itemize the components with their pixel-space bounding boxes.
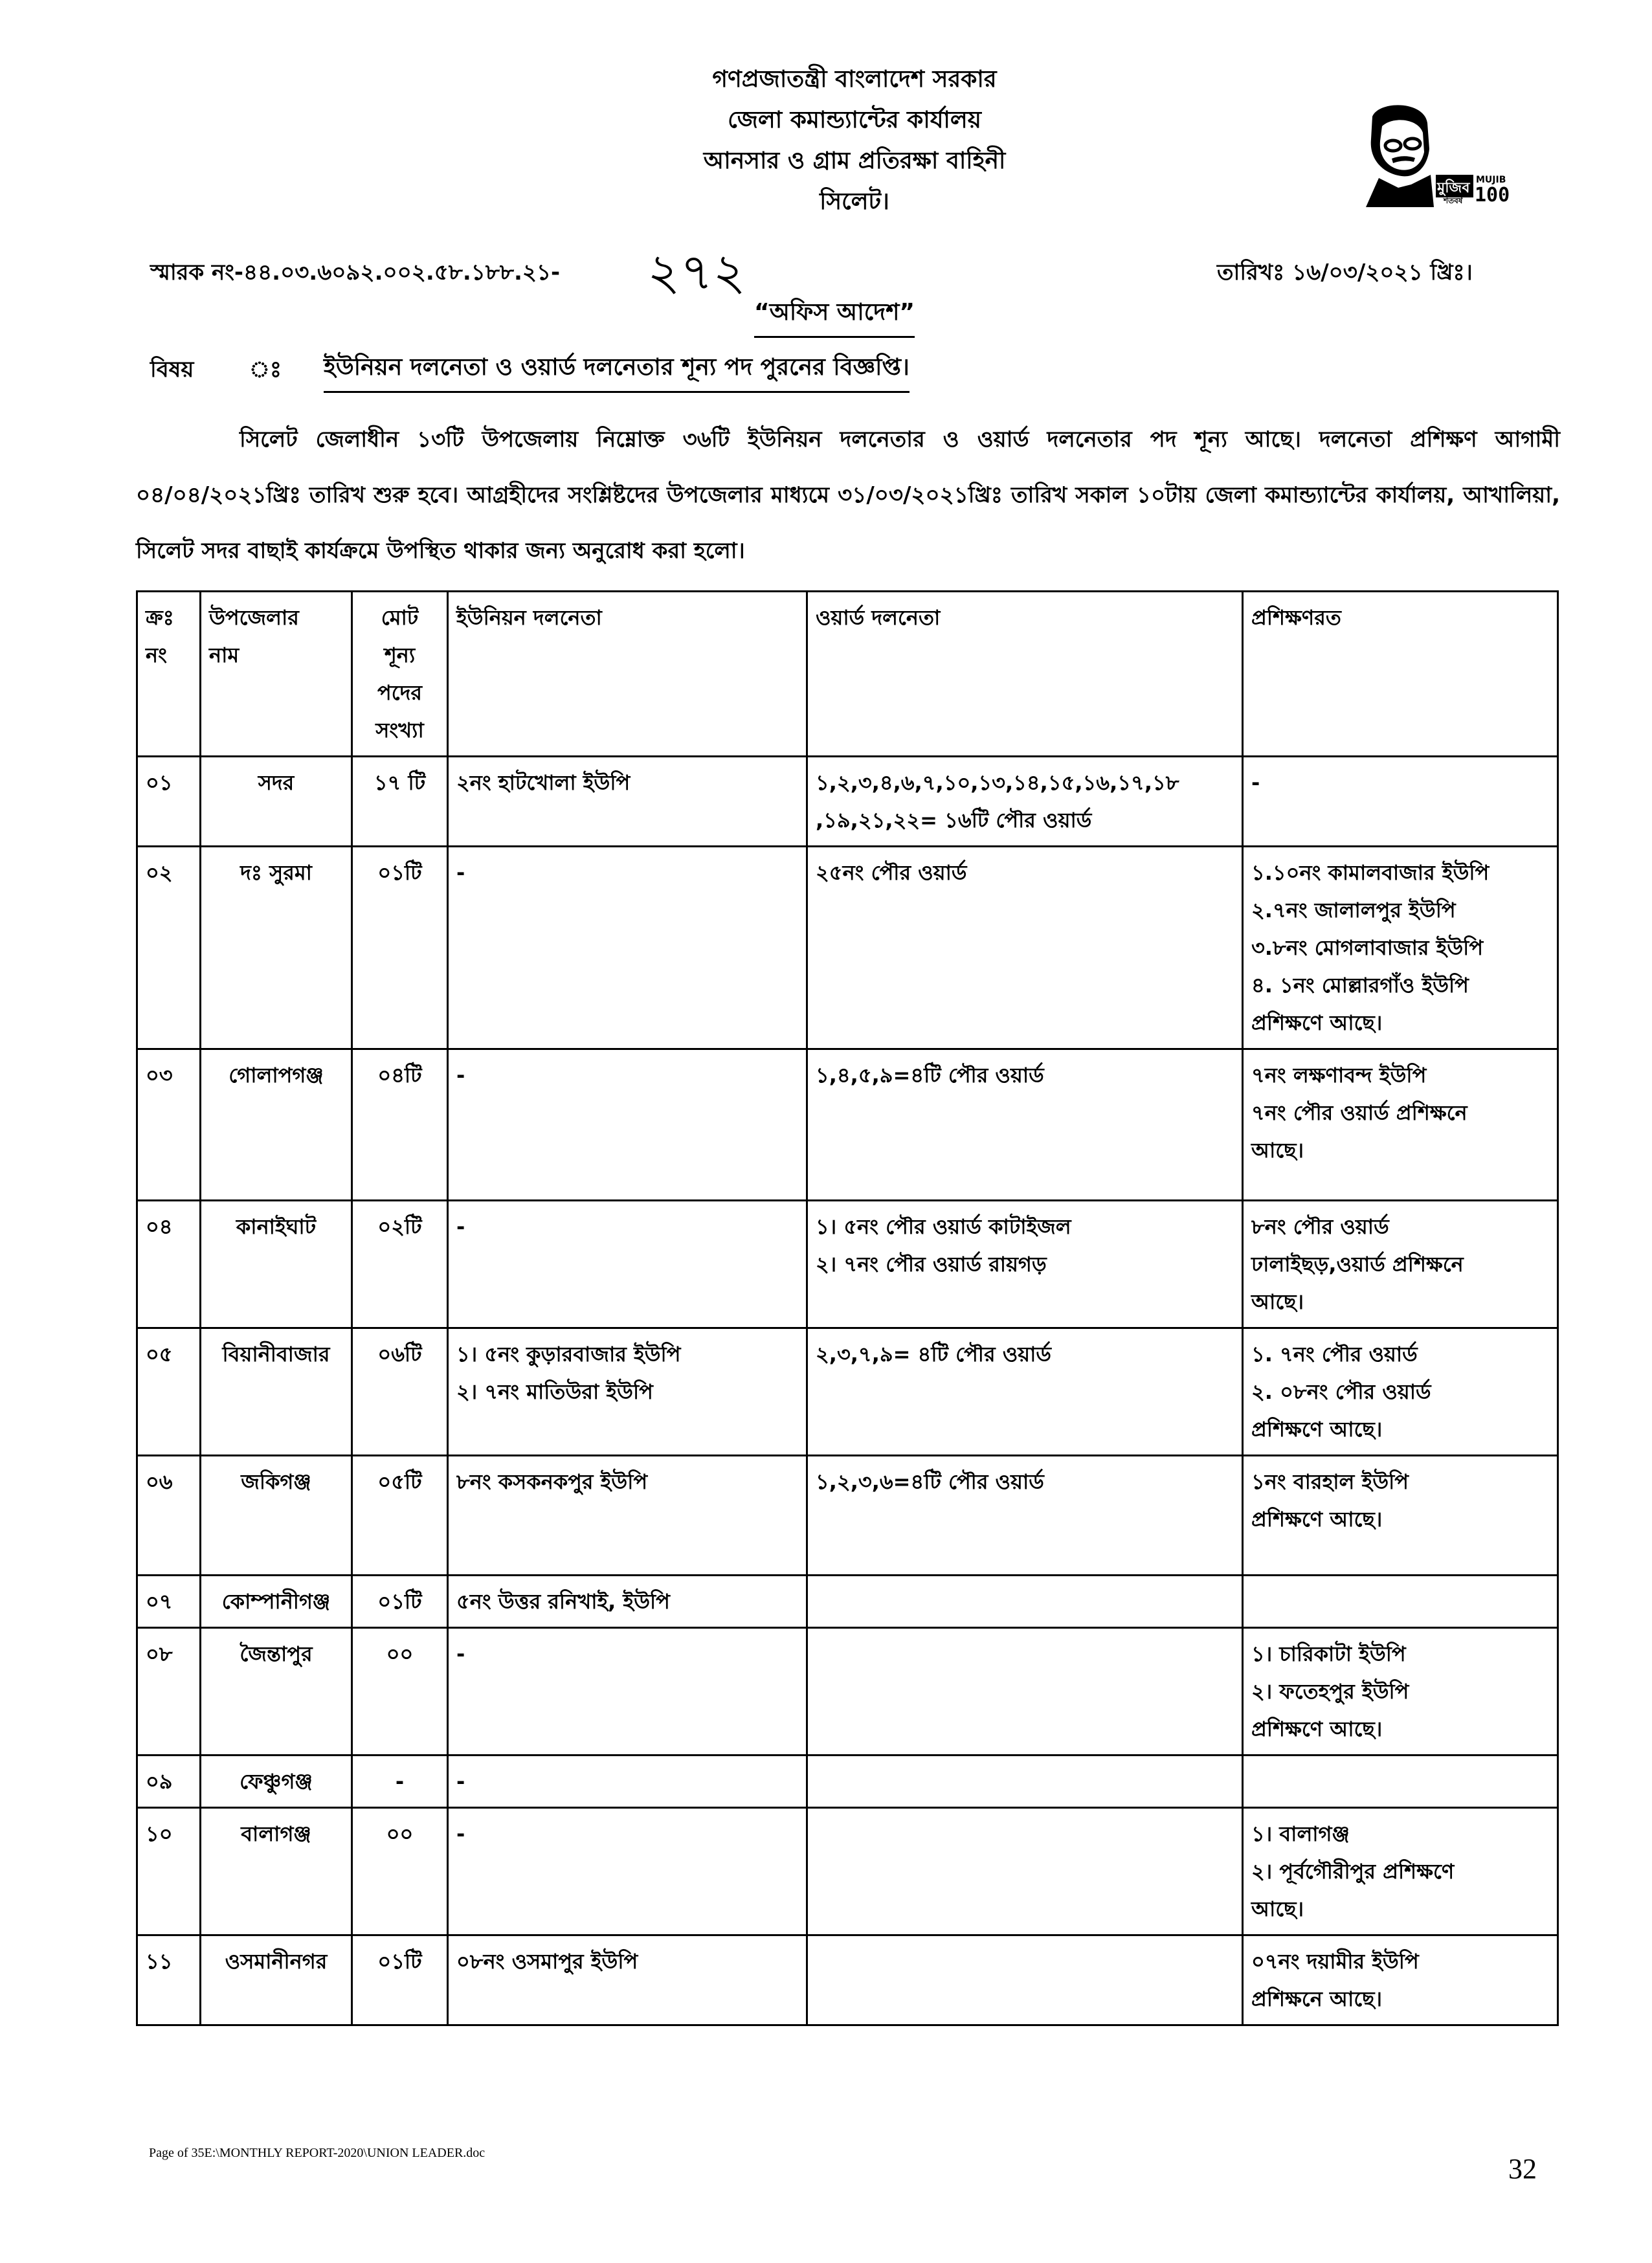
cell-upazila <box>201 757 352 847</box>
cell-total-vacancy-text: ০১টি <box>377 1589 422 1614</box>
cell-serial-text: ১০ <box>146 1822 173 1846</box>
cell-serial-text: ০৫ <box>146 1342 173 1366</box>
cell-upazila-text: বিয়ানীবাজার <box>222 1342 330 1366</box>
cell-total-vacancy-text: ০০ <box>386 1642 414 1666</box>
cell-total-vacancy <box>352 1808 448 1935</box>
cell-union-leader <box>448 1049 807 1201</box>
cell-serial-text: ০৮ <box>146 1642 173 1666</box>
cell-ward-leader <box>807 1628 1243 1756</box>
cell-upazila-text: জকিগঞ্জ <box>241 1469 311 1494</box>
logo-text-mujib-bn: মুজিব <box>1437 180 1470 196</box>
header-ward-leader: ওয়ার্ড দলনেতা <box>807 592 1243 757</box>
cell-in-training-line: আছে। <box>1251 1289 1304 1314</box>
cell-ward-leader <box>807 1328 1243 1456</box>
cell-ward-leader <box>807 1808 1243 1935</box>
order-title: “অফিস আদেশ” <box>754 295 915 338</box>
memo-number: স্মারক নং-৪৪.০৩.৬০৯২.০০২.৫৮.১৮৮.২১- <box>150 260 561 285</box>
cell-upazila-text: ফেঞ্চুগঞ্জ <box>240 1769 313 1794</box>
cell-in-training-line: প্রশিক্ষণে আছে। <box>1251 1417 1383 1442</box>
cell-ward-leader <box>807 1201 1243 1328</box>
cell-total-vacancy-text: - <box>395 1769 405 1794</box>
cell-union-leader-line: - <box>456 1642 465 1666</box>
cell-serial-text: ০৬ <box>146 1469 173 1494</box>
cell-union-leader <box>448 1576 807 1628</box>
cell-union-leader <box>448 1808 807 1935</box>
cell-serial <box>137 1049 201 1201</box>
cell-serial-text: ০৭ <box>146 1589 173 1614</box>
cell-serial-text: ০১ <box>146 770 173 795</box>
cell-in-training <box>1243 1628 1558 1756</box>
cell-upazila-text: গোলাপগঞ্জ <box>229 1063 324 1087</box>
memo-handwritten-number: ২৭২ <box>647 243 746 302</box>
cell-total-vacancy-text: ০১টি <box>377 1949 422 1974</box>
cell-in-training <box>1243 847 1558 1049</box>
cell-upazila-text: কানাইঘাট <box>236 1214 317 1239</box>
cell-union-leader-line: ১। ৫নং কুড়ারবাজার ইউপি <box>456 1342 681 1366</box>
cell-in-training <box>1243 1456 1558 1576</box>
cell-union-leader <box>448 1756 807 1808</box>
cell-ward-leader-line: ২,৩,৭,৯= ৪টি পৌর ওয়ার্ড <box>816 1342 1051 1366</box>
cell-in-training-line: ১. ৭নং পৌর ওয়ার্ড <box>1251 1342 1418 1366</box>
district-name: সিলেট। <box>820 188 889 215</box>
cell-total-vacancy <box>352 1328 448 1456</box>
cell-upazila-text: সদর <box>258 770 295 795</box>
table-row <box>137 1201 1558 1328</box>
cell-union-leader-line: - <box>456 860 465 885</box>
cell-in-training-line: ২। ফতেহপুর ইউপি <box>1251 1679 1409 1704</box>
cell-in-training-line: প্রশিক্ষণে আছে। <box>1251 1507 1383 1532</box>
cell-in-training <box>1243 757 1558 847</box>
cell-total-vacancy <box>352 1456 448 1576</box>
cell-union-leader <box>448 1935 807 2025</box>
cell-total-vacancy <box>352 1576 448 1628</box>
cell-upazila <box>201 1456 352 1576</box>
cell-union-leader <box>448 1456 807 1576</box>
cell-in-training <box>1243 1756 1558 1808</box>
cell-serial <box>137 1328 201 1456</box>
cell-union-leader-line: ২নং হাটখোলা ইউপি <box>456 770 631 795</box>
cell-union-leader-line: - <box>456 1822 465 1846</box>
header-serial: ক্রঃ নং <box>137 592 201 757</box>
cell-upazila-text: ওসমানীনগর <box>225 1949 328 1974</box>
cell-ward-leader <box>807 757 1243 847</box>
cell-in-training-line: ঢালাইছড়,ওয়ার্ড প্রশিক্ষনে <box>1251 1252 1464 1276</box>
cell-ward-leader <box>807 847 1243 1049</box>
cell-ward-leader-line: ১,২,৩,৬=৪টি পৌর ওয়ার্ড <box>816 1469 1044 1494</box>
cell-in-training-line: ৭নং লক্ষণাবন্দ ইউপি <box>1251 1063 1427 1087</box>
cell-in-training <box>1243 1049 1558 1201</box>
cell-total-vacancy <box>352 1201 448 1328</box>
cell-in-training-line: আছে। <box>1251 1897 1304 1921</box>
cell-upazila <box>201 847 352 1049</box>
cell-total-vacancy <box>352 1935 448 2025</box>
cell-ward-leader <box>807 1456 1243 1576</box>
office-name: জেলা কমান্ড্যান্টের কার্যালয় <box>728 107 981 133</box>
cell-in-training <box>1243 1201 1558 1328</box>
logo-text-shatabarsha: শতবর্ষ <box>1444 196 1463 205</box>
cell-ward-leader-line: ১,৪,৫,৯=৪টি পৌর ওয়ার্ড <box>816 1063 1044 1087</box>
cell-union-leader <box>448 1328 807 1456</box>
cell-upazila-text: কোম্পানীগঞ্জ <box>221 1589 331 1614</box>
cell-serial <box>137 847 201 1049</box>
table-row <box>137 1576 1558 1628</box>
table-row <box>137 1456 1558 1576</box>
cell-union-leader-line: ৮নং কসকনকপুর ইউপি <box>456 1469 648 1494</box>
cell-upazila <box>201 1628 352 1756</box>
header-upazila: উপজেলার নাম <box>201 592 352 757</box>
cell-serial-text: ০৯ <box>146 1769 173 1794</box>
body-paragraph: সিলেট জেলাধীন ১৩টি উপজেলায় নিম্নোক্ত ৩৬টি ইউনিয়ন দলনেতার ও ওয়ার্ড দলনেতার পদ শূন্য আছে। দলনেতা প্রশিক্ষণ আগামী ০৪/০৪/২০২১খ্রিঃ তারিখ শুরু হবে। আগ্রহীদের সংশ্লিষ্টদের উপজেলার মাধ্যমে ৩১/০৩/২০২১খ্রিঃ তারিখ সকাল ১০টায় জেলা কমান্ড্যান্টের কার্যালয়, আখালিয়া, সিলেট সদর বাছাই কার্যক্রমে উপস্থিত থাকার জন্য অনুরোধ করা হলো। <box>136 427 1560 564</box>
cell-in-training-line: ৭নং পৌর ওয়ার্ড প্রশিক্ষনে <box>1251 1100 1468 1125</box>
cell-in-training-line: ২. ০৮নং পৌর ওয়ার্ড <box>1251 1379 1431 1404</box>
header-total-vacancy: মোট শূন্য পদের সংখ্যা <box>352 592 448 757</box>
table-row <box>137 757 1558 847</box>
cell-upazila-text: দঃ সুরমা <box>240 860 312 885</box>
cell-total-vacancy <box>352 847 448 1049</box>
cell-union-leader <box>448 847 807 1049</box>
cell-in-training-line: প্রশিক্ষণে আছে। <box>1251 1010 1383 1035</box>
cell-in-training-line: ০৭নং দয়ামীর ইউপি <box>1251 1949 1419 1974</box>
subject-label: বিষয় <box>150 357 194 383</box>
cell-total-vacancy <box>352 1049 448 1201</box>
header-union-leader: ইউনিয়ন দলনেতা <box>448 592 807 757</box>
cell-in-training-line: ২.৭নং জালালপুর ইউপি <box>1251 898 1456 922</box>
table-row <box>137 1628 1558 1756</box>
cell-upazila <box>201 1576 352 1628</box>
cell-serial <box>137 757 201 847</box>
subject-text: ইউনিয়ন দলনেতা ও ওয়ার্ড দলনেতার শূন্য পদ পুরনের বিজ্ঞপ্তি। <box>324 350 910 393</box>
cell-in-training-line: ১। চারিকাটা ইউপি <box>1251 1642 1406 1666</box>
memo-date: তারিখঃ ১৬/০৩/২০২১ খ্রিঃ। <box>1217 260 1473 285</box>
table-row <box>137 1808 1558 1935</box>
cell-in-training-line: প্রশিক্ষনে আছে। <box>1251 1987 1383 2011</box>
cell-serial <box>137 1628 201 1756</box>
cell-upazila <box>201 1756 352 1808</box>
logo-text-mujib-en: MUJIB <box>1476 175 1506 185</box>
cell-serial-text: ০২ <box>146 860 173 885</box>
table-row <box>137 1049 1558 1201</box>
department-name: আনসার ও গ্রাম প্রতিরক্ষা বাহিনী <box>703 148 1006 174</box>
cell-union-leader-line: - <box>456 1769 465 1794</box>
cell-union-leader <box>448 1628 807 1756</box>
cell-upazila <box>201 1049 352 1201</box>
footer-file-path: Page of 35E:\MONTHLY REPORT-2020\UNION LEADER.doc <box>149 2146 486 2160</box>
cell-in-training <box>1243 1935 1558 2025</box>
cell-union-leader-line: ৫নং উত্তর রনিখাই, ইউপি <box>456 1589 670 1614</box>
cell-serial <box>137 1456 201 1576</box>
cell-union-leader <box>448 757 807 847</box>
table-row <box>137 847 1558 1049</box>
cell-serial-text: ১১ <box>146 1949 173 1974</box>
cell-in-training-line: ২। পূর্বগৌরীপুর প্রশিক্ষণে <box>1251 1859 1455 1884</box>
cell-upazila <box>201 1808 352 1935</box>
header-in-training: প্রশিক্ষণরত <box>1243 592 1558 757</box>
cell-union-leader-line: ০৮নং ওসমাপুর ইউপি <box>456 1949 638 1974</box>
cell-in-training-line: - <box>1251 770 1260 795</box>
cell-serial <box>137 1808 201 1935</box>
cell-union-leader-line: ২। ৭নং মাতিউরা ইউপি <box>456 1379 653 1404</box>
cell-upazila <box>201 1201 352 1328</box>
cell-ward-leader <box>807 1049 1243 1201</box>
mujib-100-logo <box>1353 104 1528 207</box>
cell-upazila <box>201 1935 352 2025</box>
cell-ward-leader <box>807 1576 1243 1628</box>
table-header-row <box>137 592 1558 757</box>
cell-ward-leader-line: ,১৯,২১,২২= ১৬টি পৌর ওয়ার্ড <box>816 808 1092 832</box>
cell-in-training-line: ১.১০নং কামালবাজার ইউপি <box>1251 860 1490 885</box>
cell-in-training-line: ৪. ১নং মোল্লারগাঁও ইউপি <box>1251 973 1469 998</box>
cell-union-leader-line: - <box>456 1214 465 1239</box>
cell-ward-leader <box>807 1935 1243 2025</box>
cell-union-leader <box>448 1201 807 1328</box>
cell-in-training-line: প্রশিক্ষণে আছে। <box>1251 1717 1383 1741</box>
logo-text-100: 100 <box>1475 184 1510 206</box>
subject-colon: ঃ <box>249 357 282 383</box>
cell-total-vacancy <box>352 1756 448 1808</box>
cell-ward-leader-line: ১। ৫নং পৌর ওয়ার্ড কাটাইজল <box>816 1214 1071 1239</box>
cell-total-vacancy-text: ০২টি <box>377 1214 422 1239</box>
page-number: 32 <box>1508 2153 1537 2185</box>
cell-total-vacancy-text: ০৬টি <box>377 1342 422 1366</box>
table-row <box>137 1756 1558 1808</box>
cell-upazila-text: জৈন্তাপুর <box>240 1642 313 1666</box>
table-row <box>137 1935 1558 2025</box>
cell-in-training-line: ৮নং পৌর ওয়ার্ড <box>1251 1214 1389 1239</box>
cell-total-vacancy-text: ১৭ টি <box>374 770 426 795</box>
cell-serial <box>137 1935 201 2025</box>
cell-serial <box>137 1576 201 1628</box>
cell-union-leader-line: - <box>456 1063 465 1087</box>
cell-ward-leader-line: ২৫নং পৌর ওয়ার্ড <box>816 860 967 885</box>
cell-ward-leader-line: ১,২,৩,৪,৬,৭,১০,১৩,১৪,১৫,১৬,১৭,১৮ <box>816 770 1179 795</box>
table-row <box>137 1328 1558 1456</box>
cell-in-training-line: ৩.৮নং মোগলাবাজার ইউপি <box>1251 935 1484 960</box>
govt-name: গণপ্রজাতন্ত্রী বাংলাদেশ সরকার <box>712 66 997 93</box>
cell-ward-leader <box>807 1756 1243 1808</box>
cell-in-training <box>1243 1808 1558 1935</box>
cell-total-vacancy-text: ০১টি <box>377 860 422 885</box>
cell-in-training <box>1243 1576 1558 1628</box>
cell-ward-leader-line: ২। ৭নং পৌর ওয়ার্ড রায়গড় <box>816 1252 1047 1276</box>
cell-total-vacancy <box>352 1628 448 1756</box>
cell-serial-text: ০৪ <box>146 1214 173 1239</box>
cell-in-training-line: ১নং বারহাল ইউপি <box>1251 1469 1409 1494</box>
cell-serial-text: ০৩ <box>146 1063 173 1087</box>
vacancy-table <box>136 590 1559 2026</box>
cell-serial <box>137 1756 201 1808</box>
cell-total-vacancy-text: ০০ <box>386 1822 414 1846</box>
cell-total-vacancy <box>352 757 448 847</box>
cell-upazila <box>201 1328 352 1456</box>
cell-serial <box>137 1201 201 1328</box>
cell-in-training <box>1243 1328 1558 1456</box>
cell-in-training-line: আছে। <box>1251 1138 1304 1163</box>
cell-in-training-line: ১। বালাগঞ্জ <box>1251 1822 1350 1846</box>
cell-upazila-text: বালাগঞ্জ <box>241 1822 311 1846</box>
cell-total-vacancy-text: ০৪টি <box>377 1063 422 1087</box>
cell-total-vacancy-text: ০৫টি <box>377 1469 422 1494</box>
